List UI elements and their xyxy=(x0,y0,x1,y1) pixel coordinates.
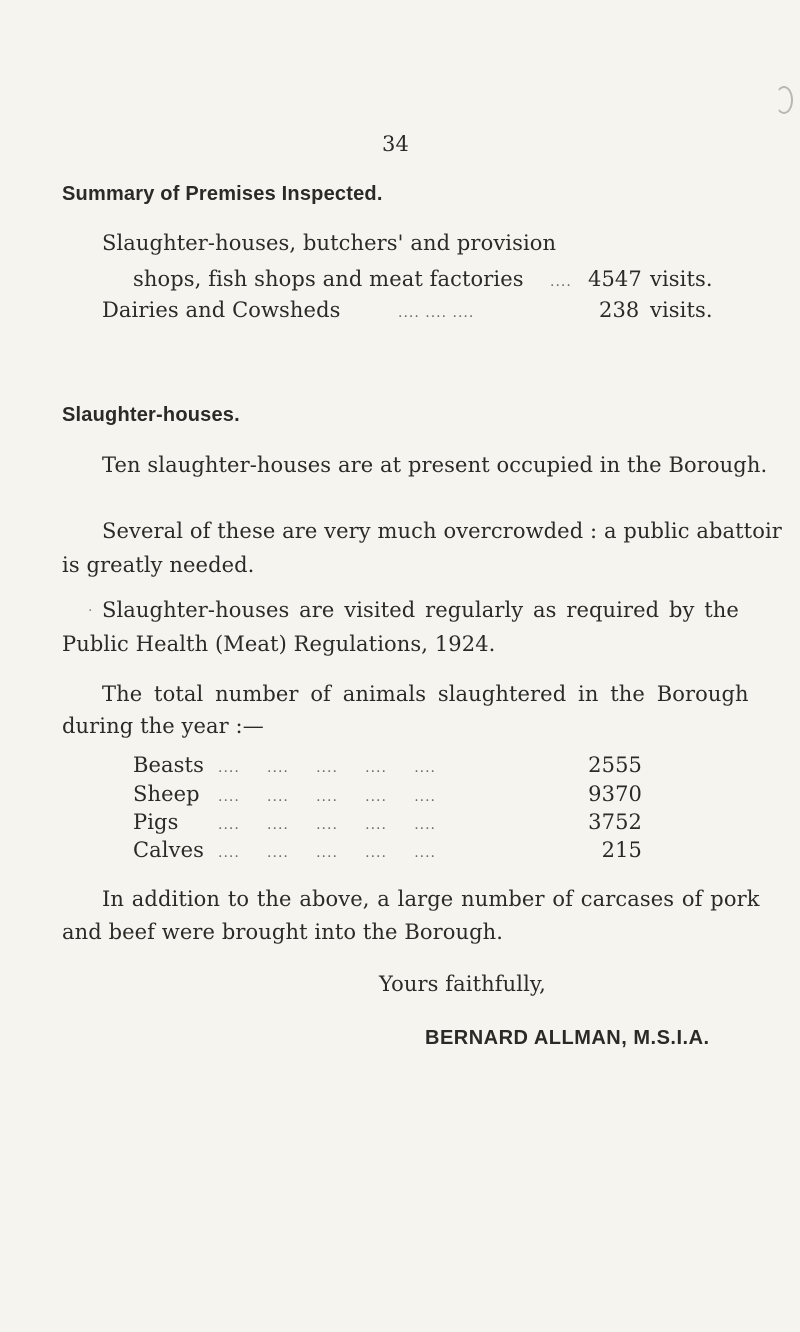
animal-row-beasts-name: Beasts xyxy=(133,753,204,777)
animal-row-calves-leader: .... .... .... .... .... xyxy=(218,845,437,861)
animal-row-pigs-leader: .... .... .... .... .... xyxy=(218,817,437,833)
paragraph-3-line2: Public Health (Meat) Regulations, 1924. xyxy=(62,632,496,656)
summary-item-2-count: 238 xyxy=(599,298,640,322)
animal-row-calves-count: 215 xyxy=(601,838,642,862)
animal-row-calves-name: Calves xyxy=(133,838,204,862)
animal-row-beasts-leader: .... .... .... .... .... xyxy=(218,760,437,776)
animal-row-sheep-name: Sheep xyxy=(133,782,200,806)
animal-row-beasts-count: 2555 xyxy=(588,753,642,777)
animal-row-sheep-count: 9370 xyxy=(588,782,642,806)
summary-item-1-count: 4547 xyxy=(588,267,642,291)
summary-item-2-unit: visits. xyxy=(650,298,713,322)
summary-item-1-line1: Slaughter-houses, butchers' and provision xyxy=(102,231,557,255)
animal-row-pigs-name: Pigs xyxy=(133,810,179,834)
paragraph-3-line1: Slaughter-houses are visited regularly as required by the xyxy=(102,598,739,622)
animal-row-pigs-count: 3752 xyxy=(588,810,642,834)
paragraph-4-line2: during the year :— xyxy=(62,714,264,738)
summary-item-1-leader: .... xyxy=(550,274,572,290)
paragraph-2-line1: Several of these are very much overcrowded : a public abattoir xyxy=(102,519,782,543)
closing-line: Yours faithfully, xyxy=(379,972,546,996)
page-number: 34 xyxy=(382,132,409,156)
slaughter-houses-heading: Slaughter-houses. xyxy=(62,404,240,426)
paragraph-1: Ten slaughter-houses are at present occupied in the Borough. xyxy=(102,453,768,477)
summary-item-1-line2: shops, fish shops and meat factories xyxy=(133,267,524,291)
signature: BERNARD ALLMAN, M.S.I.A. xyxy=(425,1027,710,1049)
paragraph-3-bullet: · xyxy=(88,603,93,619)
corner-mark-icon xyxy=(775,86,793,114)
paragraph-2-line2: is greatly needed. xyxy=(62,553,255,577)
summary-item-1-unit: visits. xyxy=(650,267,713,291)
paragraph-4-line1: The total number of animals slaughtered in the Borough xyxy=(102,682,749,706)
paragraph-5-line2: and beef were brought into the Borough. xyxy=(62,920,504,944)
animal-row-sheep-leader: .... .... .... .... .... xyxy=(218,789,437,805)
summary-item-2-leader: .... .... .... xyxy=(398,305,475,321)
summary-heading: Summary of Premises Inspected. xyxy=(62,183,383,205)
summary-item-2-label: Dairies and Cowsheds xyxy=(102,298,341,322)
paragraph-5-line1: In addition to the above, a large number of carcases of pork xyxy=(102,887,760,911)
